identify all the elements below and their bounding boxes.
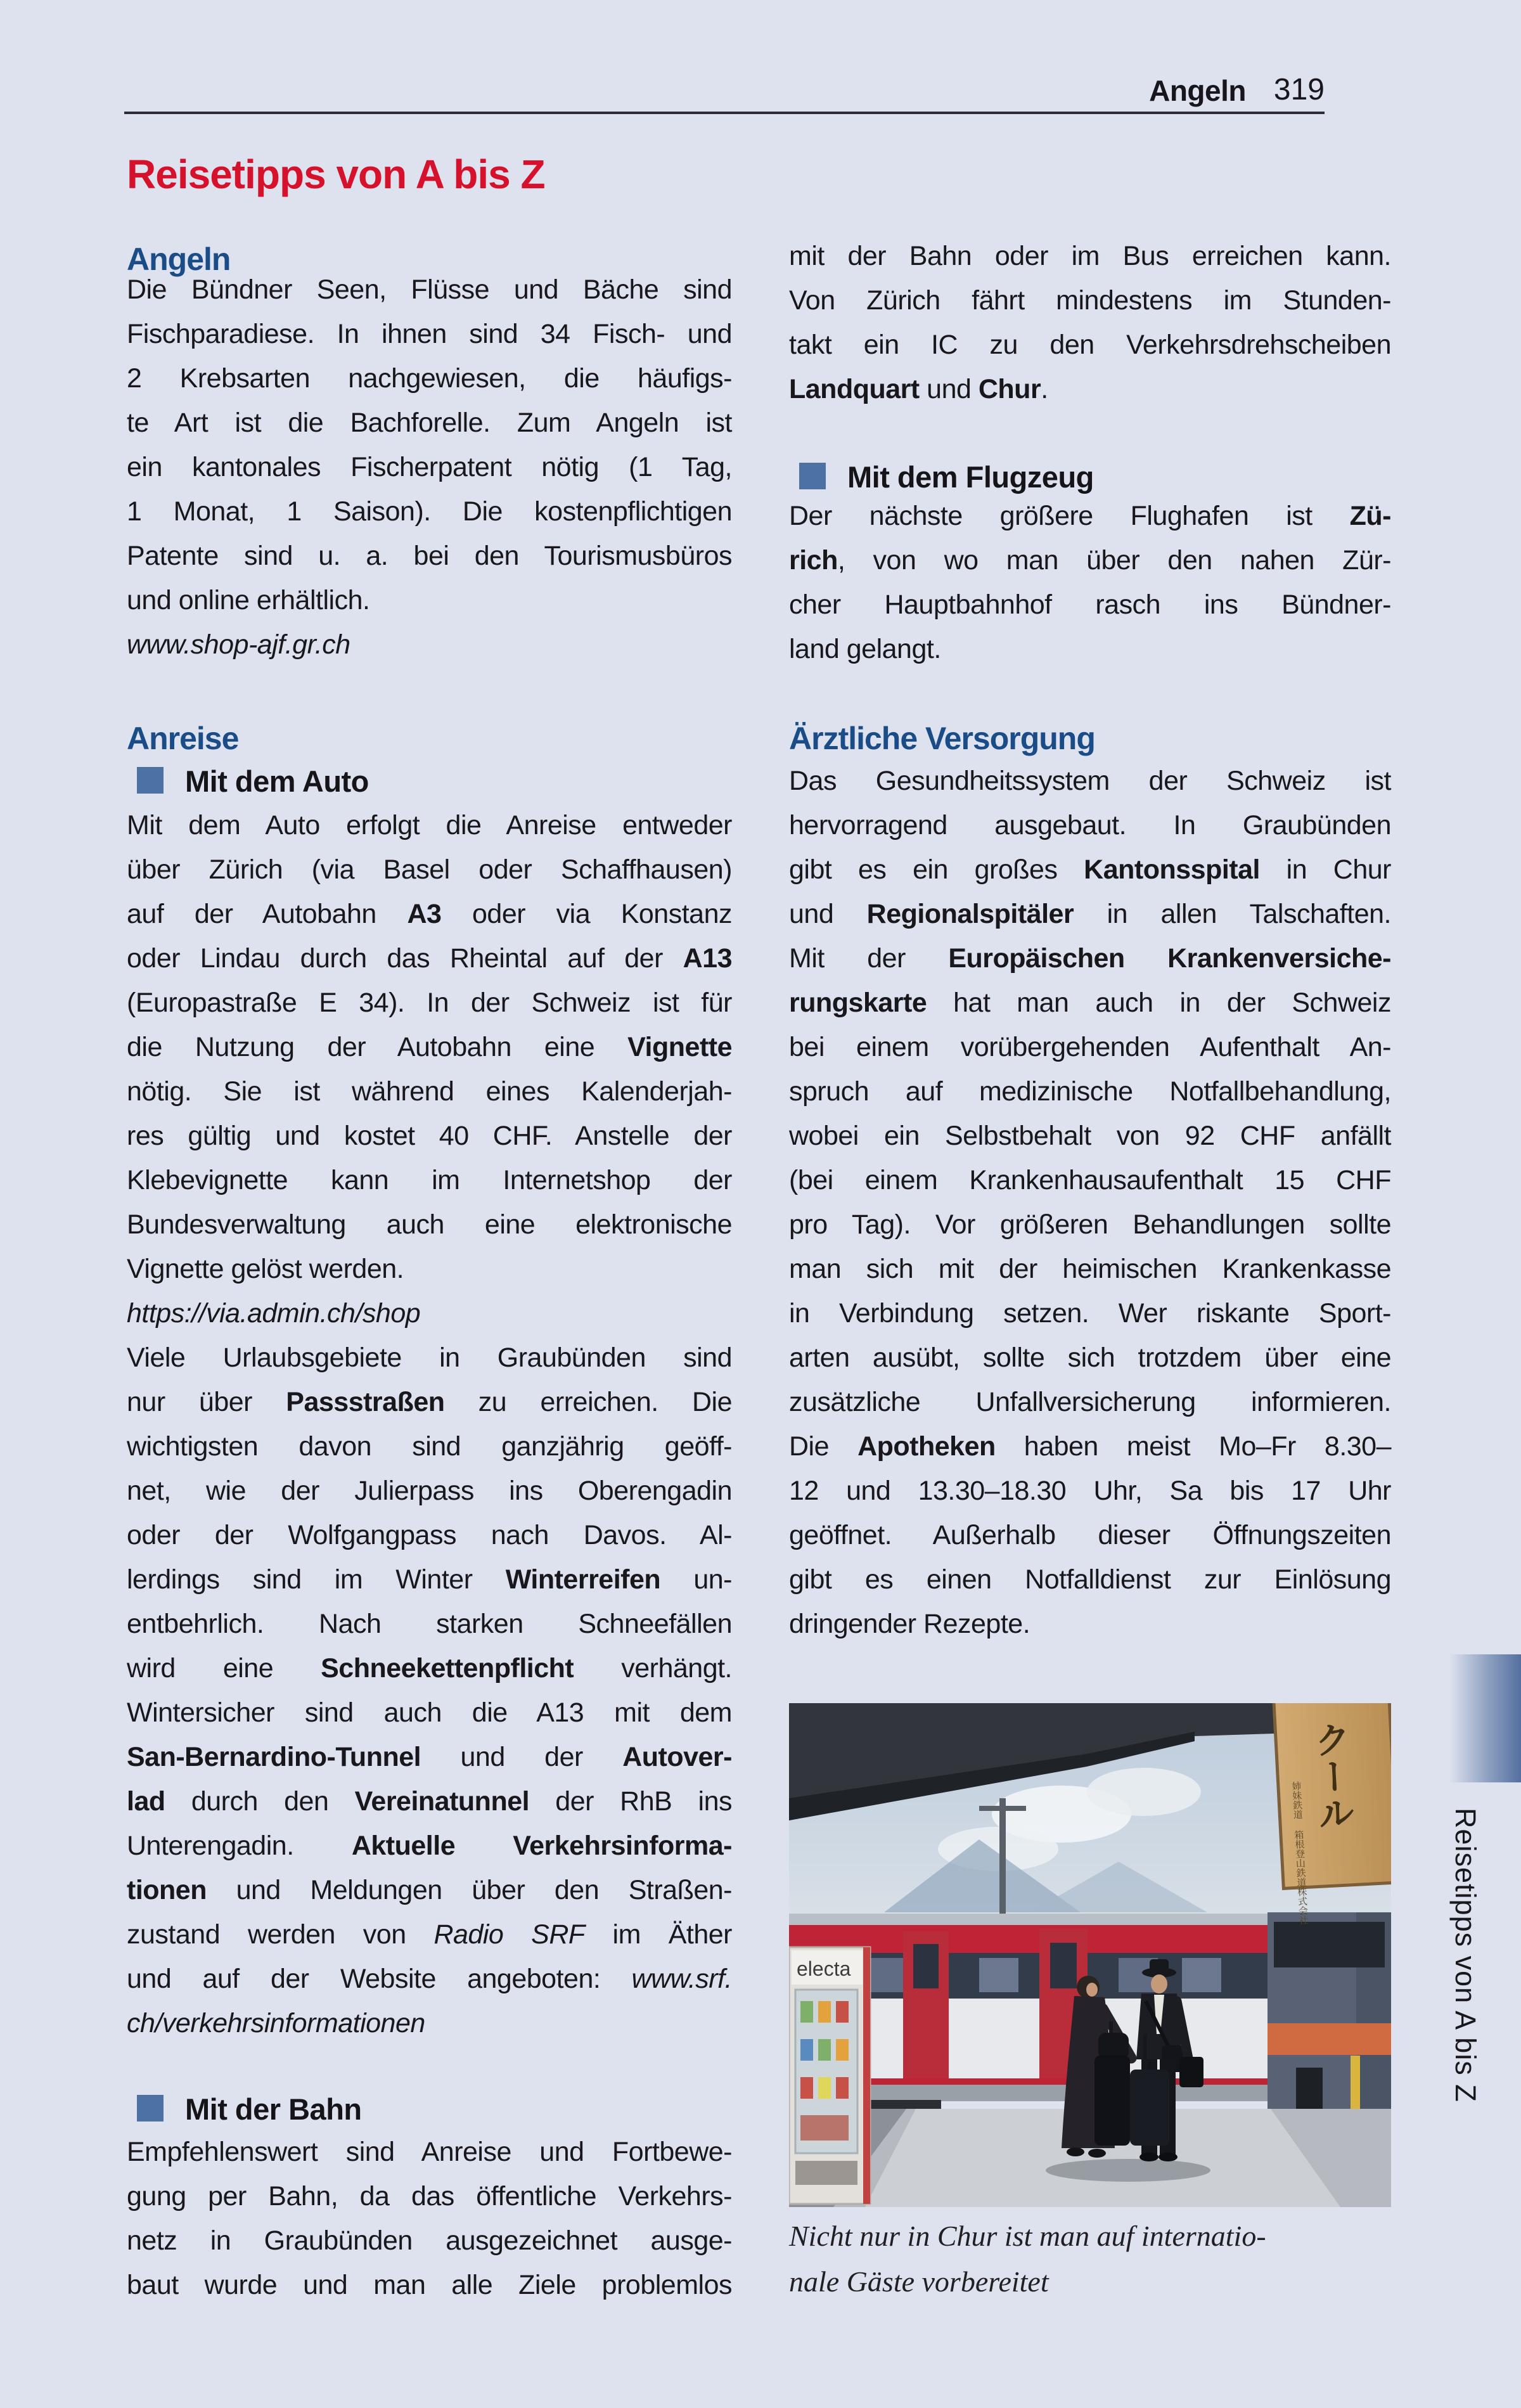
station-photo-illustration — [789, 1703, 1391, 2207]
text-line: über Zürich (via Basel oder Schaffhausen) — [127, 854, 732, 885]
text-line: Mit der Europäischen Krankenversiche- — [789, 943, 1391, 974]
text-line: zustand werden von Radio SRF im Äther — [127, 1919, 732, 1950]
bullet-square-icon — [137, 2095, 164, 2121]
text-line: Mit dem Auto erfolgt die Anreise entweder — [127, 810, 732, 840]
text-line: bei einem vorübergehenden Aufenthalt An- — [789, 1032, 1391, 1062]
text-line: und auf der Website angeboten: www.srf. — [127, 1964, 732, 1994]
subheading-mit-der-bahn — [127, 2087, 362, 2132]
text-line: 2 Krebsarten nachgewiesen, die häufigs- — [127, 363, 732, 394]
text-line: wobei ein Selbstbehalt von 92 CHF anfällt — [789, 1121, 1391, 1151]
text-line: auf der Autobahn A3 oder via Konstanz — [127, 899, 732, 929]
text-line: San-Bernardino-Tunnel und der Autover- — [127, 1742, 732, 1772]
paragraph-mit-dem-auto — [127, 803, 732, 2045]
text-line: Der nächste größere Flughafen ist Zü- — [789, 501, 1391, 531]
text-line: Die Bündner Seen, Flüsse und Bäche sind — [127, 274, 732, 305]
text-line: https://via.admin.ch/shop — [127, 1298, 421, 1329]
text-line: Vignette gelöst werden. — [127, 1254, 404, 1284]
paragraph-aerztliche — [789, 759, 1391, 1646]
bullet-square-icon — [799, 463, 826, 489]
text-line: und online erhältlich. — [127, 585, 370, 615]
vending-machine — [789, 1947, 870, 2204]
text-line: (bei einem Krankenhausaufenthalt 15 CHF — [789, 1165, 1391, 1195]
text-line: Patente sind u. a. bei den Tourismusbüros — [127, 541, 732, 571]
text-line: (Europastraße E 34). In der Schweiz ist für — [127, 988, 732, 1018]
text-line: dringender Rezepte. — [789, 1609, 1030, 1639]
text-line: gung per Bahn, da das öffentliche Verkehrs- — [127, 2181, 732, 2212]
text-line: net, wie der Julierpass ins Oberengadin — [127, 1476, 732, 1506]
text-line: res gültig und kostet 40 CHF. Anstelle der — [127, 1121, 732, 1151]
header-rule — [124, 112, 1325, 114]
text-line: Bundesverwaltung auch eine elektronische — [127, 1209, 732, 1240]
text-line: lerdings sind im Winter Winterreifen un- — [127, 1564, 732, 1595]
sign-small-text: 姉妹鉄道 箱根登山鉄道株式会社 — [1290, 1780, 1309, 1926]
station-photo — [789, 1703, 1391, 2207]
text-line: 12 und 13.30–18.30 Uhr, Sa bis 17 Uhr — [789, 1476, 1391, 1506]
text-line: und Regionalspitäler in allen Talschaften. — [789, 899, 1391, 929]
text-line: geöffnet. Außerhalb dieser Öffnungszeiten — [789, 1520, 1391, 1550]
text-line: wird eine Schneekettenpflicht verhängt. — [127, 1653, 732, 1684]
text-line: mit der Bahn oder im Bus erreichen kann. — [789, 241, 1391, 271]
text-line: ch/verkehrsinformationen — [127, 2008, 425, 2038]
subheading-mit-dem-auto — [127, 759, 369, 804]
text-line: pro Tag). Vor größeren Behandlungen sollte — [789, 1209, 1391, 1240]
text-line: Fischparadiese. In ihnen sind 34 Fisch- und — [127, 319, 732, 349]
text-line: arten ausübt, sollte sich trotzdem über eine — [789, 1342, 1391, 1373]
text-line: ein kantonales Fischerpatent nötig (1 Tag, — [127, 452, 732, 482]
subheading-label: Mit dem Flugzeug — [847, 460, 1094, 494]
text-line: Landquart und Chur. — [789, 374, 1048, 404]
text-line: gibt es ein großes Kantonsspital in Chur — [789, 854, 1391, 885]
text-line: hervorragend ausgebaut. In Graubünden — [789, 810, 1391, 840]
header-page-number: 319 — [1273, 73, 1325, 106]
text-line: Empfehlenswert sind Anreise und Fortbewe- — [127, 2137, 732, 2167]
text-line: oder der Wolfgangpass nach Davos. Al- — [127, 1520, 732, 1550]
text-line: oder Lindau durch das Rheintal auf der A13 — [127, 943, 732, 974]
text-line: 1 Monat, 1 Saison). Die kostenpflichtigen — [127, 496, 732, 527]
subheading-label: Mit dem Auto — [185, 764, 369, 798]
heading-angeln: Angeln — [127, 241, 231, 277]
text-line: cher Hauptbahnhof rasch ins Bündner- — [789, 589, 1391, 620]
page-title: Reisetipps von A bis Z — [127, 151, 545, 197]
text-line: zusätzliche Unfallversicherung informieren. — [789, 1387, 1391, 1417]
paragraph-bahn-continued — [789, 234, 1391, 411]
subheading-mit-dem-flugzeug — [789, 455, 1094, 499]
text-line: nötig. Sie ist während eines Kalenderjah- — [127, 1076, 732, 1107]
caption-line: Nicht nur in Chur ist man auf internatio- — [789, 2220, 1266, 2252]
photo-caption — [789, 2213, 1391, 2305]
caption-line: nale Gäste vorbereitet — [789, 2265, 1049, 2298]
text-line: spruch auf medizinische Notfallbehandlung, — [789, 1076, 1391, 1107]
text-line: Klebevignette kann im Internetshop der — [127, 1165, 732, 1195]
text-line: gibt es einen Notfalldienst zur Einlösung — [789, 1564, 1391, 1595]
text-line: nur über Passstraßen zu erreichen. Die — [127, 1387, 732, 1417]
text-line: lad durch den Vereinatunnel der RhB ins — [127, 1786, 732, 1817]
sign-katakana-text: クール — [1307, 1720, 1355, 1832]
vending-brand-label: electa — [797, 1957, 851, 1980]
paragraph-mit-der-bahn — [127, 2130, 732, 2307]
text-line: netz in Graubünden ausgezeichnet ausge- — [127, 2225, 732, 2256]
text-line: www.shop-ajf.gr.ch — [127, 629, 350, 660]
subheading-label: Mit der Bahn — [185, 2092, 362, 2126]
heading-aerztliche-versorgung: Ärztliche Versorgung — [789, 721, 1095, 756]
text-line: Wintersicher sind auch die A13 mit dem — [127, 1697, 732, 1728]
text-line: Unterengadin. Aktuelle Verkehrsinforma- — [127, 1831, 732, 1861]
paragraph-flugzeug — [789, 494, 1391, 671]
text-line: Von Zürich fährt mindestens im Stunden- — [789, 285, 1391, 316]
section-tab — [1449, 1654, 1521, 1782]
text-line: rungskarte hat man auch in der Schweiz — [789, 988, 1391, 1018]
text-line: baut wurde und man alle Ziele problemlos — [127, 2270, 732, 2300]
bullet-square-icon — [137, 767, 164, 794]
text-line: entbehrlich. Nach starken Schneefällen — [127, 1609, 732, 1639]
text-line: takt ein IC zu den Verkehrsdrehscheiben — [789, 330, 1391, 360]
text-line: Viele Urlaubsgebiete in Graubünden sind — [127, 1342, 732, 1373]
text-line: te Art ist die Bachforelle. Zum Angeln ist — [127, 408, 732, 438]
section-tab-label: Reisetipps von A bis Z — [1449, 1808, 1482, 2102]
text-line: wichtigsten davon sind ganzjährig geöff- — [127, 1431, 732, 1462]
text-line: tionen und Meldungen über den Straßen- — [127, 1875, 732, 1905]
heading-anreise: Anreise — [127, 721, 239, 756]
text-line: land gelangt. — [789, 634, 941, 664]
text-line: man sich mit der heimischen Krankenkasse — [789, 1254, 1391, 1284]
text-line: rich, von wo man über den nahen Zür- — [789, 545, 1391, 576]
text-line: die Nutzung der Autobahn eine Vignette — [127, 1032, 732, 1062]
text-line: Das Gesundheitssystem der Schweiz ist — [789, 766, 1391, 796]
text-line: Die Apotheken haben meist Mo–Fr 8.30– — [789, 1431, 1392, 1462]
text-line: in Verbindung setzen. Wer riskante Sport- — [789, 1298, 1391, 1329]
header-section-title: Angeln — [1149, 74, 1246, 107]
paragraph-angeln — [127, 267, 732, 667]
